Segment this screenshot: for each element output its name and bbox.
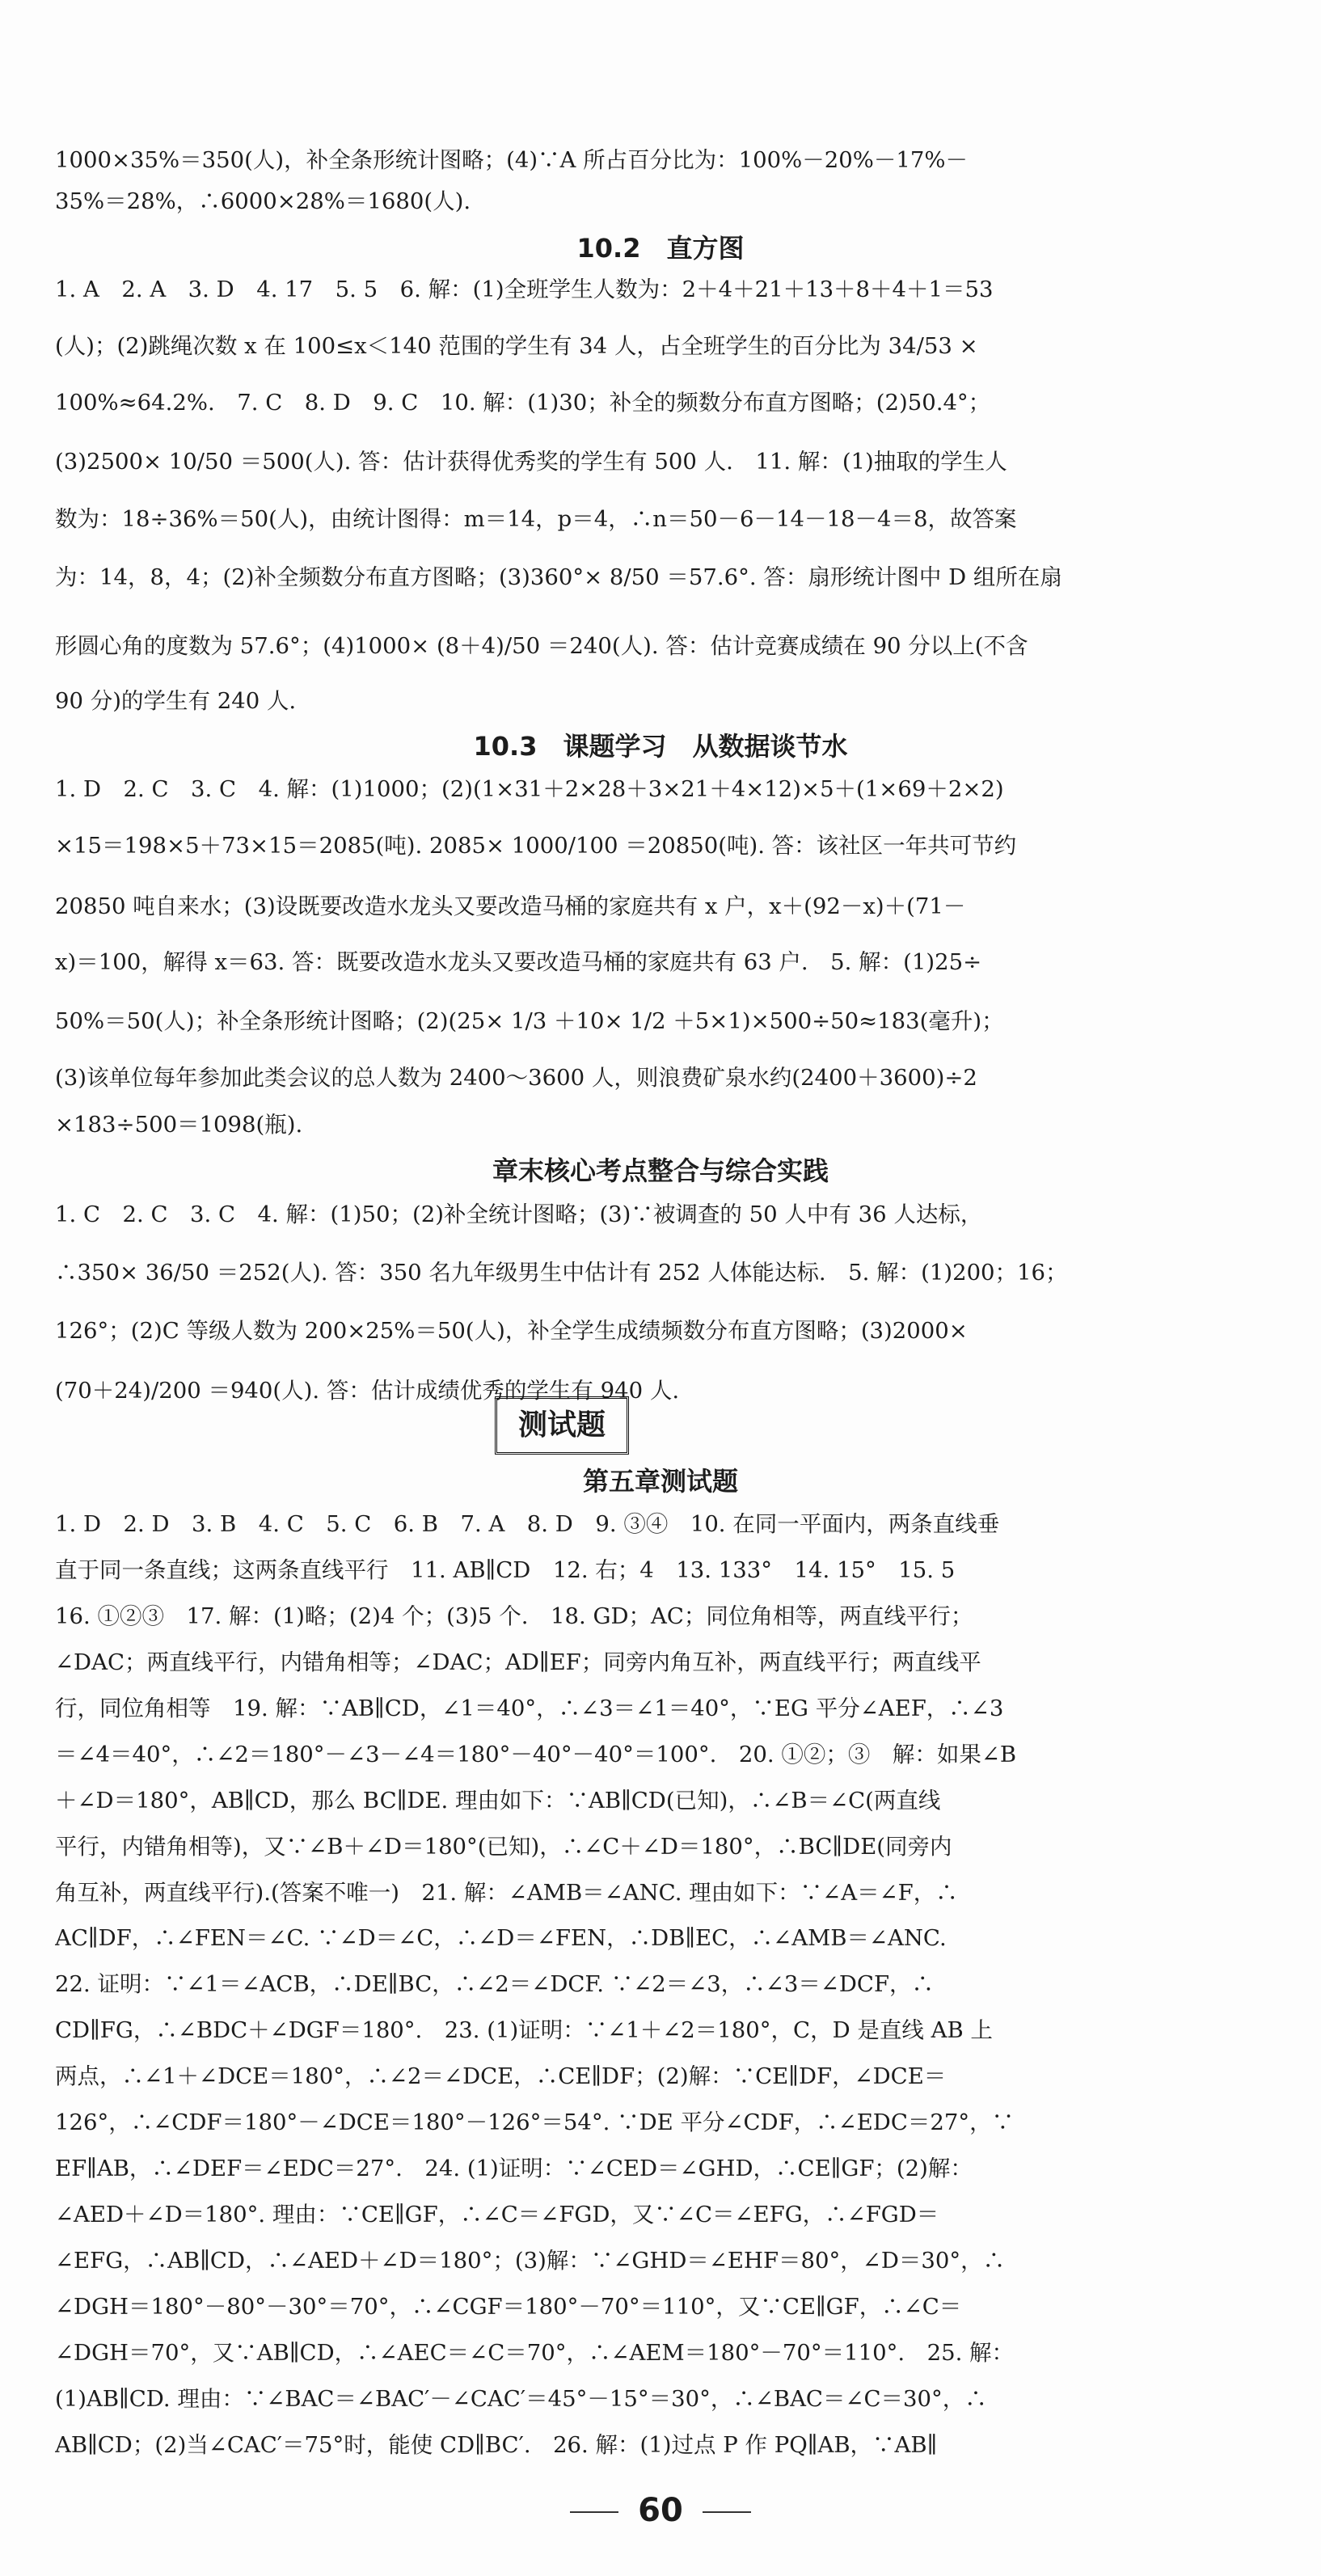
section-heading: 10.2 直方图 — [576, 233, 745, 264]
text-line: ∠DGH＝70°，又∵AB∥CD，∴∠AEC＝∠C＝70°，∴∠AEM＝180°－70°＝110°. 25. 解： — [55, 2340, 1015, 2366]
text-line: 90 分)的学生有 240 人. — [55, 688, 297, 714]
text-line: 数为：18÷36%＝50(人)，由统计图得：m＝14，p＝4，∴n＝50－6－14－18－4＝8，故答案 — [55, 506, 1017, 532]
text-line: x)＝100，解得 x＝63. 答：既要改造水龙头又要改造马桶的家庭共有 63 户. 5. 解：(1)25÷ — [55, 949, 982, 975]
section-heading: 第五章测试题 — [582, 1466, 738, 1497]
text-line: (3)该单位每年参加此类会议的总人数为 2400～3600 人，则浪费矿泉水约(2400＋3600)÷2 — [55, 1065, 977, 1091]
text-line: 直于同一条直线；这两条直线平行 11. AB∥CD 12. 右；4 13. 133° 14. 15° 15. 5 — [55, 1557, 956, 1583]
text-line: ×15＝198×5＋73×15＝2085(吨). 2085× 1000/100 ＝20850(吨). 答：该社区一年共可节约 — [55, 833, 1017, 859]
text-line: 两点，∴∠1＋∠DCE＝180°，∴∠2＝∠DCE，∴CE∥DF；(2)解：∵CE∥DF，∠DCE＝ — [55, 2063, 947, 2089]
text-line: 平行，内错角相等)，又∵∠B＋∠D＝180°(已知)，∴∠C＋∠D＝180°，∴BC∥DE(同旁内 — [55, 1834, 952, 1860]
text-line: ＝∠4＝40°，∴∠2＝180°－∠3－∠4＝180°－40°－40°＝100°. 20. ①②；③ 解：如果∠B — [55, 1742, 1017, 1767]
text-line: 126°；(2)C 等级人数为 200×25%＝50(人)，补全学生成绩频数分布直方图略；(3)2000× — [55, 1318, 968, 1344]
text-line: EF∥AB，∴∠DEF＝∠EDC＝27°. 24. (1)证明：∵∠CED＝∠GHD，∴CE∥GF；(2)解： — [55, 2156, 973, 2181]
text-line: 35%＝28%，∴6000×28%＝1680(人). — [55, 188, 471, 214]
text-line: ∠AED＋∠D＝180°. 理由：∵CE∥GF，∴∠C＝∠FGD，又∵∠C＝∠EFG，∴∠FGD＝ — [55, 2202, 939, 2228]
text-line: AC∥DF，∴∠FEN＝∠C. ∵∠D＝∠C，∴∠D＝∠FEN，∴DB∥EC，∴∠AMB＝∠ANC. — [55, 1925, 947, 1951]
section-heading: 10.3 课题学习 从数据谈节水 — [473, 731, 848, 762]
page-number — [0, 2492, 1321, 2529]
text-line: 100%≈64.2%. 7. C 8. D 9. C 10. 解：(1)30；补全的频数分布直方图略；(2)50.4°； — [55, 390, 991, 416]
text-line: 22. 证明：∵∠1＝∠ACB，∴DE∥BC，∴∠2＝∠DCF. ∵∠2＝∠3，∴∠3＝∠DCF，∴ — [55, 1971, 935, 1997]
text-line: 1. D 2. D 3. B 4. C 5. C 6. B 7. A 8. D 9. ③④ 10. 在同一平面内，两条直线垂 — [55, 1511, 1000, 1537]
text-line: 为：14，8，4；(2)补全频数分布直方图略；(3)360°× 8/50 ＝57.6°. 答：扇形统计图中 D 组所在扇 — [55, 564, 1062, 590]
page-number-text: 60 — [638, 2492, 683, 2529]
text-line: ×183÷500＝1098(瓶). — [55, 1112, 303, 1138]
text-line: 角互补，两直线平行).(答案不唯一) 21. 解：∠AMB＝∠ANC. 理由如下：∵∠A＝∠F，∴ — [55, 1880, 958, 1906]
text-line: (1)AB∥CD. 理由：∵∠BAC＝∠BAC′－∠CAC′＝45°－15°＝30°，∴∠BAC＝∠C＝30°，∴ — [55, 2386, 987, 2412]
text-line: 1. C 2. C 3. C 4. 解：(1)50；(2)补全统计图略；(3)∵被调查的 50 人中有 36 人达标， — [55, 1201, 983, 1227]
text-line: 1. D 2. C 3. C 4. 解：(1)1000；(2)(1×31＋2×28＋3×21＋4×12)×5＋(1×69＋2×2) — [55, 776, 1004, 802]
text-line: ∠DAC；两直线平行，内错角相等；∠DAC；AD∥EF；同旁内角互补，两直线平行；两直线平 — [55, 1649, 981, 1675]
text-line: (人)；(2)跳绳次数 x 在 100≤x＜140 范围的学生有 34 人，占全班学生的百分比为 34/53 × — [55, 333, 978, 359]
section-label-box: 测试题 — [495, 1396, 629, 1455]
text-line: (3)2500× 10/50 ＝500(人). 答：估计获得优秀奖的学生有 500 人. 11. 解：(1)抽取的学生人 — [55, 449, 1007, 475]
text-line: 20850 吨自来水；(3)设既要改造水龙头又要改造马桶的家庭共有 x 户，x＋(92－x)＋(71－ — [55, 893, 966, 919]
section-heading: 章末核心考点整合与综合实践 — [492, 1155, 829, 1186]
text-line: 1000×35%＝350(人)，补全条形统计图略；(4)∵A 所占百分比为：100%－20%－17%－ — [55, 147, 969, 173]
text-line: ∴350× 36/50 ＝252(人). 答：350 名九年级男生中估计有 252 人体能达标. 5. 解：(1)200；16； — [55, 1260, 1068, 1286]
text-line: 126°，∴∠CDF＝180°－∠DCE＝180°－126°＝54°. ∵DE 平分∠CDF，∴∠EDC＝27°，∵ — [55, 2109, 1015, 2135]
text-line: CD∥FG，∴∠BDC＋∠DGF＝180°. 23. (1)证明：∵∠1＋∠2＝180°，C，D 是直线 AB 上 — [55, 2017, 993, 2043]
page-number-dash — [570, 2511, 618, 2513]
text-line: ∠EFG，∴AB∥CD，∴∠AED＋∠D＝180°；(3)解：∵∠GHD＝∠EHF＝80°，∠D＝30°，∴ — [55, 2248, 1006, 2274]
text-line: AB∥CD；(2)当∠CAC′＝75°时，能使 CD∥BC′. 26. 解：(1)过点 P 作 PQ∥AB，∵AB∥ — [55, 2432, 938, 2458]
text-line: 形圆心角的度数为 57.6°；(4)1000× (8＋4)/50 ＝240(人). 答：估计竞赛成绩在 90 分以上(不含 — [55, 633, 1028, 659]
text-line: 16. ①②③ 17. 解：(1)略；(2)4 个；(3)5 个. 18. GD；AC；同位角相等，两直线平行； — [55, 1603, 973, 1629]
page-number-dash — [703, 2511, 751, 2513]
text-line: ∠DGH＝180°－80°－30°＝70°，∴∠CGF＝180°－70°＝110°，又∵CE∥GF，∴∠C＝ — [55, 2294, 962, 2320]
text-line: 1. A 2. A 3. D 4. 17 5. 5 6. 解：(1)全班学生人数为：2＋4＋21＋13＋8＋4＋1＝53 — [55, 277, 994, 302]
text-line: 50%＝50(人)；补全条形统计图略；(2)(25× 1/3 ＋10× 1/2 ＋5×1)×500÷50≈183(毫升)； — [55, 1008, 1004, 1034]
text-line: (70＋24)/200 ＝940(人). 答：估计成绩优秀的学生有 940 人. — [55, 1378, 680, 1404]
text-line: ＋∠D＝180°，AB∥CD，那么 BC∥DE. 理由如下：∵AB∥CD(已知)，∴∠B＝∠C(两直线 — [55, 1788, 941, 1814]
text-line: 行，同位角相等 19. 解：∵AB∥CD，∠1＝40°，∴∠3＝∠1＝40°，∵EG 平分∠AEF，∴∠3 — [55, 1696, 1004, 1721]
